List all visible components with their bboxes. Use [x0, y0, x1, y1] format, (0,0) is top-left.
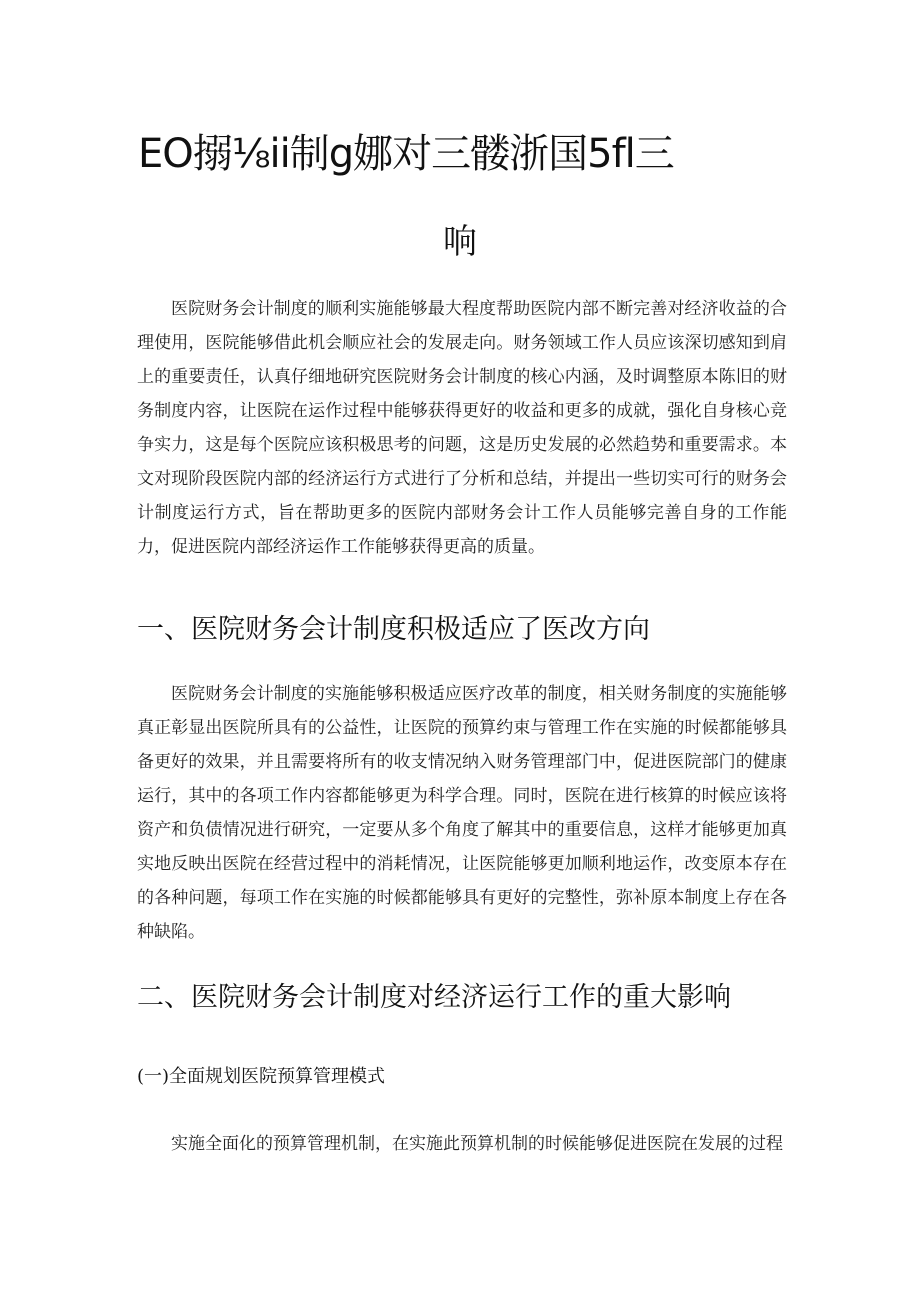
section-heading-1: 一、医院财务会计制度积极适应了医改方向	[137, 614, 650, 645]
document-title: EO搦⅛ii制g娜对三髅浙国5fl三	[138, 131, 674, 177]
intro-paragraph: 医院财务会计制度的顺利实施能够最大程度帮助医院内部不断完善对经济收益的合理使用，医院能够借此机会顺应社会的发展走向。财务领域工作人员应该深切感知到肩上的重要责任，认真仔细地研究医院财务会计制度的核心内涵，及时调整原本陈旧的财务制度内容，让医院在运作过程中能够获得更好的收益和更多的成就，强化自身核心竞争实力，这是每个医院应该积极思考的问题，这是历史发展的必然趋势和重要需求。本文对现阶段医院内部的经济运行方式进行了分析和总结，并提出一些切实可行的财务会计制度运行方式，旨在帮助更多的医院内部财务会计工作人员能够完善自身的工作能力，促进医院内部经济运作工作能够获得更高的质量。	[137, 299, 787, 557]
subsection1-paragraph: 实施全面化的预算管理机制，在实施此预算机制的时候能够促进医院在发展的过程	[171, 1134, 783, 1154]
section-heading-2: 二、医院财务会计制度对经济运行工作的重大影响	[137, 982, 731, 1013]
subsection-heading-1: (一)全面规划医院预算管理模式	[137, 1066, 386, 1087]
document-title-continued: 响	[443, 222, 477, 262]
section1-paragraph: 医院财务会计制度的实施能够积极适应医疗改革的制度，相关财务制度的实施能够真正彰显出医院所具有的公益性，让医院的预算约束与管理工作在实施的时候都能够具备更好的效果，并且需要将所有的收支情况纳入财务管理部门中，促进医院部门的健康运行，其中的各项工作内容都能够更为科学合理。同时，医院在进行核算的时候应该将资产和负债情况进行研究，一定要从多个角度了解其中的重要信息，这样才能够更加真实地反映出医院在经营过程中的消耗情况，让医院能够更加顺利地运作，改变原本存在的各种问题，每项工作在实施的时候都能够具有更好的完整性，弥补原本制度上存在各种缺陷。	[137, 684, 787, 942]
